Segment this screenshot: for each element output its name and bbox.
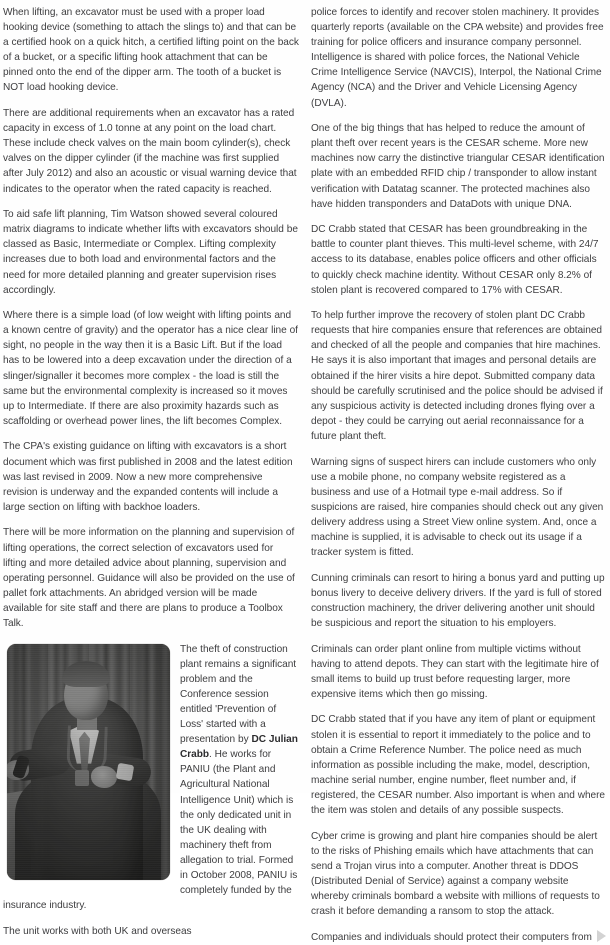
paragraph: The CPA's existing guidance on lifting with excavators is a short document which was first published in 2008 and the latest edition was last revised in 2009. Now a new more comprehensive revision is underway and the expanded contents will include a large section on lifting with backhoe loaders. [3, 441, 293, 513]
photo-grayscale-filter [7, 644, 170, 880]
paragraph: DC Crabb stated that if you have any item of plant or equipment stolen it is essential to report it immediately to the police and to obtain a Crime Reference Number. The police need as much information as possible including the make, model, description, machine serial number, engine number, fleet number and, if registered, the CESAR number. Also important is when and where the item was stolen and details of any possible suspects. [311, 714, 605, 816]
two-column-layout [3, 5, 607, 943]
paragraph-final [311, 930, 607, 945]
right-column [311, 5, 607, 943]
paragraph: Cunning criminals can resort to hiring a bonus yard and putting up bonus livery to deceive delivery drivers. If the yard is full of stored construction machinery, the driver delivering another unit should be suspicious and report the situation to his employers. [311, 572, 605, 629]
paragraph: To aid safe lift planning, Tim Watson showed several coloured matrix diagrams to indicate whether lifts with excavators should be classed as Basic, Intermediate or Complex. Lifting complexity increases due to both load and environmental factors and the need for more detailed planning and greater supervision rises accordingly. [3, 209, 298, 296]
paragraph: Criminals can order plant online from multiple victims without having to attend depots. They can start with the legitimate hire of small items to build up trust before requesting larger, more expensive items which then go missing. [311, 643, 599, 700]
paragraph: Where there is a simple load (of low weight with lifting points and a known centre of gravity) and the operator has a nice clear line of sight, no people in the way then it is a Basic Lift. But if the load has to be lowered into a deep excavation under the direction of a slinger/signaller it becomes more complex - the load is still the same but the environmental complexity is increased so it moves up to Intermediate. If there are also proximity hazards such as scaffolding or overhead power lines, the lift becomes Complex. [3, 310, 298, 427]
paragraph: There are additional requirements when an excavator has a rated capacity in excess of 1.0 tonne at any point on the load chart. These include check valves on the main boom cylinder(s), check valves on the dipper cylinder (if the machine was first supplied after July 2012) and also an acoustic or visual warning device that indicates to the operator when the rated capacity is reached. [3, 108, 297, 195]
paragraph: Warning signs of suspect hirers can include customers who only use a mobile phone, no company website registered as a business and use of a Hotmail type e-mail address. So if suspicions are raised, hire companies should check out any given delivery address using a Street View online system. And, once a machine is supplied, it is advisable to check out its usage if a tracker system is fitted. [311, 456, 604, 559]
paragraph: police forces to identify and recover stolen machinery. It provides quarterly reports (available on the CPA website) and provides free training for police officers and insurance company personnel. Intelligence is shared with police forces, the National Vehicle Crime Intelligence Service (NAVCIS), Interpol, the National Crime Agency (NCA) and the Driver and Vehicle Licensing Agency (DVLA). [311, 7, 604, 109]
paragraph-text-part1: The theft of construction plant remains a significant problem and the Conference session entitled 'Prevention of Loss' started with a presentation by [180, 643, 297, 746]
paragraph: DC Crabb stated that CESAR has been groundbreaking in the battle to counter plant thieves. This multi-level scheme, with 24/7 access to its database, enables police officers and other officials to quickly check machine identity. Without CESAR only 8.2% of stolen plant is recovered compared to 17% with CESAR. [311, 224, 599, 296]
paragraph-final-text: Companies and individuals should protect their computers from [311, 931, 592, 943]
presenter-photo [7, 644, 170, 880]
paragraph: Cyber crime is growing and plant hire companies should be alert to the risks of Phishing emails which have attachments that can send a Trojan virus into a computer. Another threat is DDOS (Distributed Denial of Service) against a company website whereby criminals bombard a website with millions of requests to crash it before demanding a ransom to stop the attack. [311, 830, 600, 918]
paragraph-final: The unit works with both UK and overseas [3, 925, 192, 937]
left-column [3, 5, 299, 937]
continuation-arrow-icon [597, 930, 606, 942]
presenter-name-bold: DC Julian Crabb [180, 734, 298, 761]
paragraph: One of the big things that has helped to reduce the amount of plant theft over recent years is the CESAR scheme. More new machines now carry the distinctive triangular CESAR identification plate with an embedded RFID chip / transponder to allow instant verification with Datatag scanner. The protected machines also have hidden transponders and DataDots with unique DNA. [311, 123, 605, 210]
paragraph-text-part2: . He works for PANIU (the Plant and Agricultural National Intelligence Unit) which is the only dedicated unit in the UK dealing with machinery theft from allegation to trial. Formed in October 2008, PANIU is completely funded by the insurance industry. [3, 749, 298, 912]
paragraph: To help further improve the recovery of stolen plant DC Crabb requests that hire companies ensure that references are obtained and checked of all the people and companies that hire machines. He says it is also important that images and personal details are obtained if the hirer visits a hire depot. Submitted company data should be carefully scrutinised and the police should be advised if any suspicious activity is detected including drones flying over a depot - they could be carrying out aerial reconnaissance for a future plant theft. [311, 310, 603, 442]
paragraph: When lifting, an excavator must be used with a proper load hooking device (something to attach the slings to) and that can be a certified hook on a quick hitch, a certified lifting point on the back of a bucket, or a specific lifting hook attachment that can be pinned onto the end of the dipper arm. The tooth of a bucket is NOT load hooking device. [3, 7, 299, 94]
paragraph: There will be more information on the planning and supervision of lifting operations, the correct selection of excavators used for lifting and more detailed advice about planning, supervision and operating personnel. Guidance will also be provided on the use of pallet fork attachments. An abridged version will be made available for site staff and there are plans to produce a Toolbox Talk. [3, 527, 295, 629]
